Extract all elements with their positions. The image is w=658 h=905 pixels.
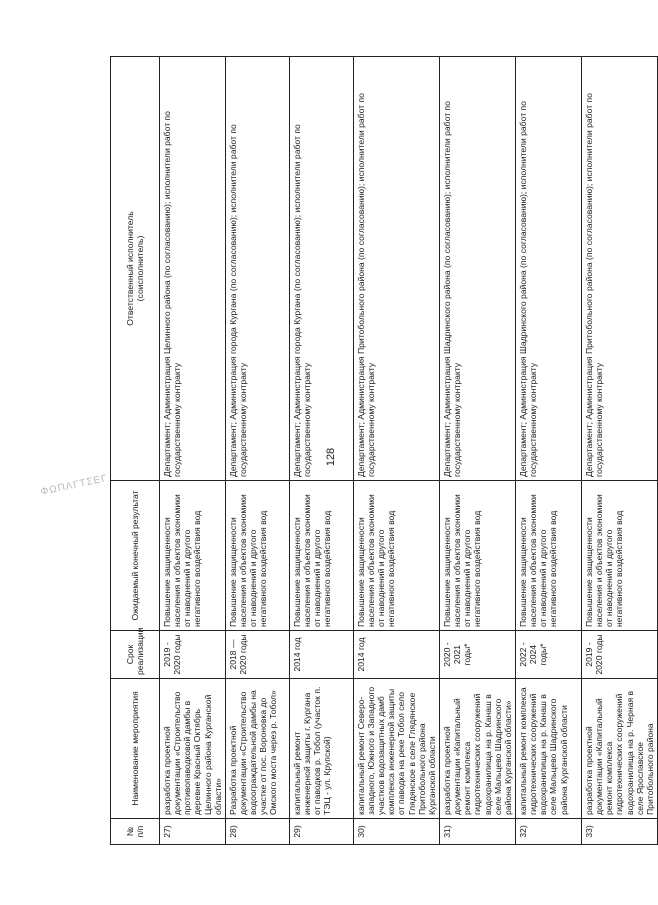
row-name: капитальный ремонт комплекса гидротехнических сооружений водохранилища на р. Канаш в селе Мальцево Шадринского района Курганской области [515, 679, 581, 819]
row-term: 2014 год [353, 631, 439, 679]
row-executor: Департамент; Администрация Целинного района (по согласованию); исполнители работ по государственному контракту [160, 57, 226, 481]
row-executor: Департамент; Администрация Притобольного района (по согласованию); исполнители работ по государственному контракту [581, 57, 657, 481]
row-num: 33) [581, 819, 657, 845]
table-row [353, 57, 439, 845]
header-executor: Ответственный исполнитель (соисполнитель) [111, 57, 160, 481]
row-term: 2019 - 2020 годы [581, 631, 657, 679]
table-row [160, 57, 226, 845]
row-name: разработка проектной документации «Строительство противопаводковой дамбы в деревне Красный Октябрь Целинного района Курганской области» [160, 679, 226, 819]
row-executor: Департамент; Администрация города Кургана (по согласованию); исполнители работ по государственному контракту [225, 57, 289, 481]
row-term: 2018 — 2020 годы [225, 631, 289, 679]
row-num: 32) [515, 819, 581, 845]
row-num: 29) [289, 819, 353, 845]
row-name: капитальный ремонт Северо-западного, Южного и Западного участков водозащитных дамб комплекса инженерной защиты от паводка на реке Тобол село Глядянское в селе Глядянское Притобольного района Курганской области [353, 679, 439, 819]
page-number: 128 [325, 447, 337, 467]
row-name: разработка проектной документации «Капитальный ремонт комплекса гидротехнических сооружений водохранилища на р. Канаш в селе Мальцево Шадринского района Курганской области» [439, 679, 515, 819]
row-term: 2022 - 2024 годы* [515, 631, 581, 679]
row-result: Повышение защищенности населения и объектов экономики от наводнений и другого негативного воздействия вод [515, 481, 581, 631]
row-name: Разработка проектной документации «Строительство водоограждательной дамбы на участке от пос. Вороновка до Омского моста через р. Тобол» [225, 679, 289, 819]
row-num: 27) [160, 819, 226, 845]
row-result: Повышение защищенности населения и объектов экономики от наводнений и другого негативного воздействия вод [353, 481, 439, 631]
row-result: Повышение защищенности населения и объектов экономики от наводнений и другого негативного воздействия вод [225, 481, 289, 631]
table-row [289, 57, 353, 845]
table-row [515, 57, 581, 845]
row-term: 2020 - 2021 годы* [439, 631, 515, 679]
table-row [225, 57, 289, 845]
row-name: капитальный ремонт инженерной защиты г. Кургана от паводков р. Тобол (участок п. ТЭЦ - ул. Крупской) [289, 679, 353, 819]
rotated-table-container [110, 57, 655, 845]
scan-mark: ΦΩΠΛΓΤΣΕΓ [39, 473, 109, 498]
row-num: 31) [439, 819, 515, 845]
row-num: 28) [225, 819, 289, 845]
row-term: 2019 - 2020 годы [160, 631, 226, 679]
row-term: 2014 год [289, 631, 353, 679]
row-num: 30) [353, 819, 439, 845]
table-row [581, 57, 657, 845]
header-term: Срок реализации [111, 631, 160, 679]
row-result: Повышение защищенности населения и объектов экономики от наводнений и другого негативного воздействия вод [289, 481, 353, 631]
row-name: разработка проектной документации «Капитальный ремонт комплекса гидротехнических сооружений водохранилища на р. Черная в селе Ярославское Притобольного района [581, 679, 657, 819]
header-name: Наименование мероприятия [111, 679, 160, 819]
header-num: № п/п [111, 819, 160, 845]
row-result: Повышение защищенности населения и объектов экономики от наводнений и другого негативного воздействия вод [160, 481, 226, 631]
header-result: Ожидаемый конечный результат [111, 481, 160, 631]
row-result: Повышение защищенности населения и объектов экономики от наводнений и другого негативного воздействия вод [439, 481, 515, 631]
table-row [439, 57, 515, 845]
table-header-row [111, 57, 160, 845]
row-executor: Департамент; Администрация Притобольного района (по согласованию); исполнители работ по государственному контракту [353, 57, 439, 481]
row-executor: Департамент; Администрация Шадринского района (по согласованию); исполнители работ по государственному контракту [439, 57, 515, 481]
row-executor: Департамент; Администрация города Кургана (по согласованию); исполнители работ по государственному контракту [289, 57, 353, 481]
measures-table [110, 56, 658, 845]
row-executor: Департамент; Администрация Шадринского района (по согласованию); исполнители работ по государственному контракту [515, 57, 581, 481]
row-result: Повышение защищенности населения и объектов экономики от наводнений и другого негативного воздействия вод [581, 481, 657, 631]
